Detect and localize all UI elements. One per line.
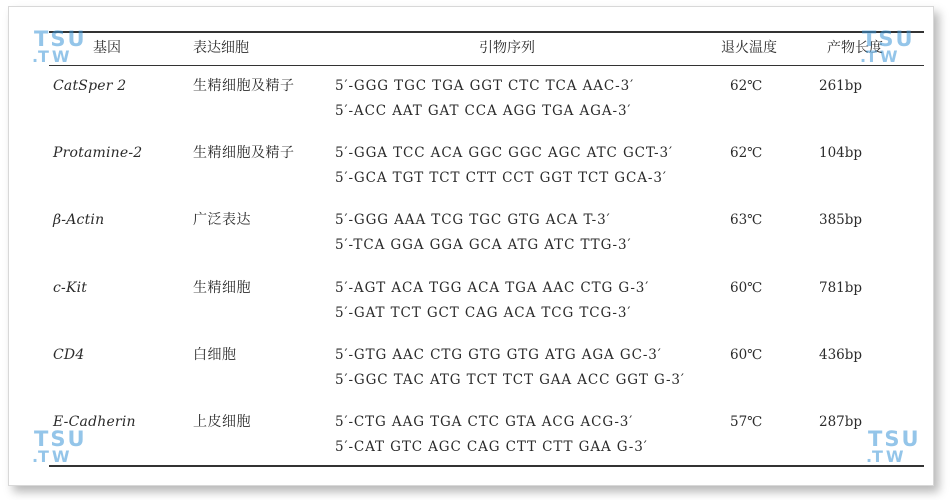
header-product-length: 产物长度 <box>827 40 883 56</box>
header-tissue: 表达细胞 <box>193 40 249 56</box>
row-3-tissue: 广泛表达 <box>193 212 251 228</box>
row-4-length: 781bp <box>819 280 863 296</box>
row-4-primer-forward: 5′-AGT ACA TGG ACA TGA AAC CTG G-3′ <box>335 280 650 296</box>
row-4-temp: 60℃ <box>730 280 763 296</box>
row-2-tissue: 生精细胞及精子 <box>193 145 295 161</box>
row-1-gene: CatSper 2 <box>53 78 127 94</box>
table-bottom-rule <box>49 465 924 467</box>
table-top-rule <box>49 31 924 33</box>
row-5-gene: CD4 <box>53 347 85 363</box>
row-1-temp: 62℃ <box>730 78 763 94</box>
row-6-length: 287bp <box>819 414 863 430</box>
header-primer: 引物序列 <box>479 40 535 56</box>
row-4-tissue: 生精细胞 <box>193 280 251 296</box>
row-5-temp: 60℃ <box>730 347 763 363</box>
header-gene: 基因 <box>93 40 121 56</box>
table-header-rule <box>49 65 924 66</box>
row-3-temp: 63℃ <box>730 212 763 228</box>
row-2-length: 104bp <box>819 145 863 161</box>
row-3-primer-forward: 5′-GGG AAA TCG TGC GTG ACA T-3′ <box>335 212 611 228</box>
watermark-top-left: TSU . TW <box>34 30 87 66</box>
row-3-gene: β-Actin <box>53 212 105 228</box>
header-annealing-temp: 退火温度 <box>721 40 777 56</box>
row-2-primer-forward: 5′-GGA TCC ACA GGC GGC AGC ATC GCT-3′ <box>335 145 673 161</box>
row-6-gene: E-Cadherin <box>53 414 136 430</box>
row-3-length: 385bp <box>819 212 863 228</box>
row-5-tissue: 白细胞 <box>193 347 237 363</box>
watermark-bottom-right: TSU . TW <box>868 430 921 466</box>
watermark-top-right: TSU . TW <box>862 30 915 66</box>
row-1-tissue: 生精细胞及精子 <box>193 78 295 94</box>
row-2-primer-reverse: 5′-GCA TGT TCT CTT CCT GGT TCT GCA-3′ <box>335 170 667 186</box>
row-4-primer-reverse: 5′-GAT TCT GCT CAG ACA TCG TCG-3′ <box>335 305 632 321</box>
row-5-length: 436bp <box>819 347 863 363</box>
row-1-primer-forward: 5′-GGG TGC TGA GGT CTC TCA AAC-3′ <box>335 78 635 94</box>
row-2-temp: 62℃ <box>730 145 763 161</box>
row-4-gene: c-Kit <box>53 280 88 296</box>
row-1-length: 261bp <box>819 78 863 94</box>
row-3-primer-reverse: 5′-TCA GGA GGA GCA ATG ATC TTG-3′ <box>335 237 632 253</box>
watermark-bottom-left: TSU . TW <box>34 430 87 466</box>
document-page <box>8 6 934 486</box>
row-6-primer-forward: 5′-CTG AAG TGA CTC GTA ACG ACG-3′ <box>335 414 634 430</box>
row-6-primer-reverse: 5′-CAT GTC AGC CAG CTT CTT GAA G-3′ <box>335 439 648 455</box>
row-6-tissue: 上皮细胞 <box>193 414 251 430</box>
row-2-gene: Protamine-2 <box>53 145 143 161</box>
row-5-primer-reverse: 5′-GGC TAC ATG TCT TCT GAA ACC GGT G-3′ <box>335 372 685 388</box>
row-5-primer-forward: 5′-GTG AAC CTG GTG GTG ATG AGA GC-3′ <box>335 347 662 363</box>
row-6-temp: 57℃ <box>730 414 763 430</box>
row-1-primer-reverse: 5′-ACC AAT GAT CCA AGG TGA AGA-3′ <box>335 103 632 119</box>
